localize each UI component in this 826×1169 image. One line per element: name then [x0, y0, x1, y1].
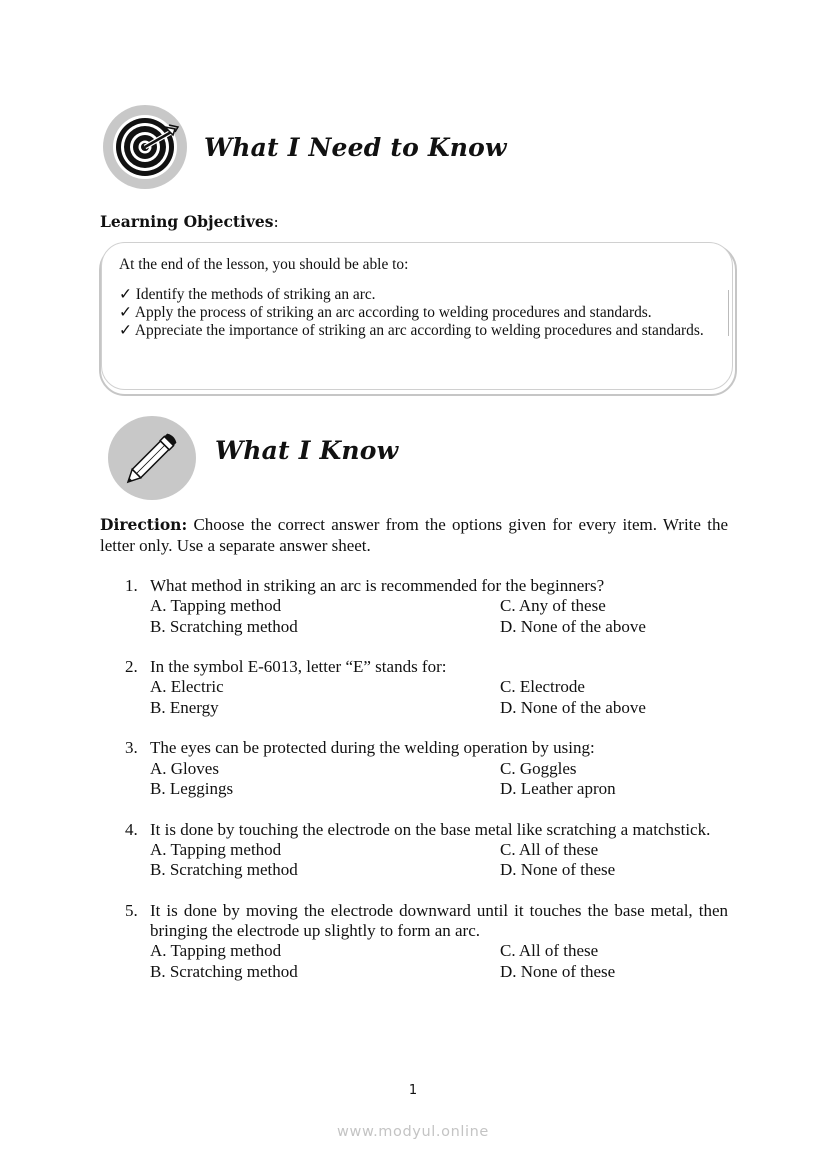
question-item	[125, 901, 728, 982]
question-number: 1.	[125, 576, 138, 595]
objectives-text	[119, 256, 717, 340]
option-d: D. None of the above	[500, 697, 646, 717]
learning-objectives-colon: :	[273, 213, 279, 231]
option-a: A. Tapping method	[150, 596, 282, 616]
objectives-box-edge	[728, 290, 729, 336]
section-title-what-i-need-to-know: What I Need to Know	[204, 133, 507, 162]
option-b: B. Scratching method	[150, 860, 298, 880]
option-a: A. Tapping method	[150, 941, 282, 961]
question-item	[125, 820, 728, 881]
question-number: 4.	[125, 819, 138, 839]
option-b: B. Scratching method	[150, 961, 298, 981]
objective-item: ✓ Apply the process of striking an arc according to welding procedures and standards.	[119, 304, 652, 321]
option-a: A. Tapping method	[150, 839, 282, 859]
option-a: A. Electric	[150, 677, 224, 697]
option-c: C. Electrode	[500, 677, 585, 697]
page-number: 1	[408, 1083, 418, 1098]
option-d: D. Leather apron	[500, 778, 616, 798]
option-c: C. Goggles	[500, 758, 577, 778]
direction-label: Direction:	[100, 515, 188, 534]
objective-item: ✓ Identify the methods of striking an arc.	[119, 286, 376, 303]
option-c: C. All of these	[500, 941, 599, 961]
objectives-intro: At the end of the lesson, you should be able to:	[119, 256, 409, 273]
section-title-what-i-know: What I Know	[215, 436, 399, 465]
option-d: D. None of the above	[500, 616, 646, 636]
question-number: 5.	[125, 900, 138, 920]
direction-text: Choose the correct answer from the options given for every item. Write the letter only. Use a separate answer sheet.	[100, 515, 728, 555]
question-text: In the symbol E-6013, letter “E” stands for:	[150, 657, 447, 677]
question-text: The eyes can be protected during the welding operation by using:	[150, 738, 595, 758]
objective-item: ✓ Appreciate the importance of striking an arc according to welding procedures and standards.	[119, 322, 704, 339]
option-b: B. Leggings	[150, 778, 234, 798]
watermark: www.modyul.online	[337, 1124, 489, 1140]
option-c: C. Any of these	[500, 596, 606, 616]
learning-objectives-label-text: Learning Objectives	[100, 212, 274, 231]
option-d: D. None of these	[500, 961, 616, 981]
question-text: What method in striking an arc is recommended for the beginners?	[150, 576, 605, 595]
question-item	[125, 657, 728, 718]
pencil-icon	[108, 416, 196, 500]
learning-objectives-label	[100, 212, 279, 231]
question-item	[125, 738, 728, 799]
direction-paragraph	[100, 514, 728, 556]
option-b: B. Energy	[150, 697, 219, 717]
question-text: It is done by moving the electrode downward until it touches the base metal, then bringing the electrode up slightly to form an arc.	[150, 900, 728, 941]
option-c: C. All of these	[500, 839, 599, 859]
question-number: 3.	[125, 738, 138, 758]
objectives-box	[99, 242, 737, 396]
option-b: B. Scratching method	[150, 616, 298, 636]
question-text: It is done by touching the electrode on the base metal like scratching a matchstick.	[150, 819, 711, 839]
target-icon	[103, 105, 187, 189]
question-item	[125, 576, 728, 637]
option-a: A. Gloves	[150, 758, 219, 778]
question-list	[125, 576, 728, 1002]
question-number: 2.	[125, 657, 138, 677]
option-d: D. None of these	[500, 860, 616, 880]
